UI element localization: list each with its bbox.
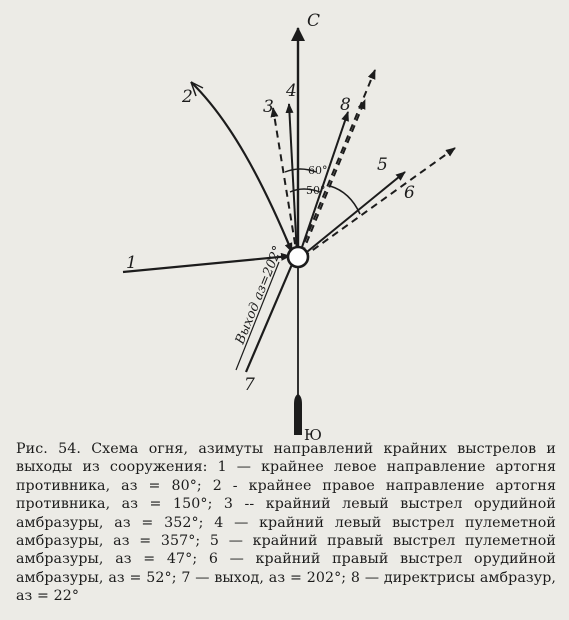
label-6: 6 (404, 183, 415, 203)
label-north: С (307, 11, 321, 31)
label-7: 7 (244, 375, 255, 395)
figure-caption (16, 440, 556, 606)
label-2: 2 (182, 87, 193, 107)
label-angle-60: 60° (308, 164, 328, 177)
label-angle-50: 50° (306, 184, 326, 197)
caption-text: Рис. 54. Схема огня, азимуты направлений крайних выстрелов и выходы из сооружения: 1 — крайнее левое направление артогня противника, аз = 80°; 2 - крайнее правое направление артогня противника, аз = 150°; 3 -- крайний левый выстрел орудийной амбразуры, аз = 352°; 4 — крайний левый выстрел пулеметной амбразуры, аз = 357°; 5 — крайний правый выстрел пулеметной амбразуры, аз = 47°; 6 — крайний правый выстрел орудийной амбразуры, аз = 52°; 7 — выход, аз = 202°; 8 — директрисы амбразур, аз = 22° (16, 441, 556, 605)
angle-arc-right (330, 186, 360, 214)
label-8: 8 (340, 95, 351, 115)
structure-circle (288, 247, 308, 267)
label-5: 5 (377, 155, 388, 175)
direction-8-line (300, 70, 375, 253)
direction-solid-line (300, 112, 348, 253)
direction-2-curve (191, 82, 292, 252)
label-south: Ю (304, 426, 322, 440)
direction-4-line (289, 104, 297, 255)
label-1: 1 (126, 253, 137, 273)
south-pointer (294, 394, 302, 435)
label-exit: Выход аз=202° (232, 243, 286, 347)
label-3: 3 (263, 97, 274, 117)
label-4: 4 (286, 81, 297, 101)
